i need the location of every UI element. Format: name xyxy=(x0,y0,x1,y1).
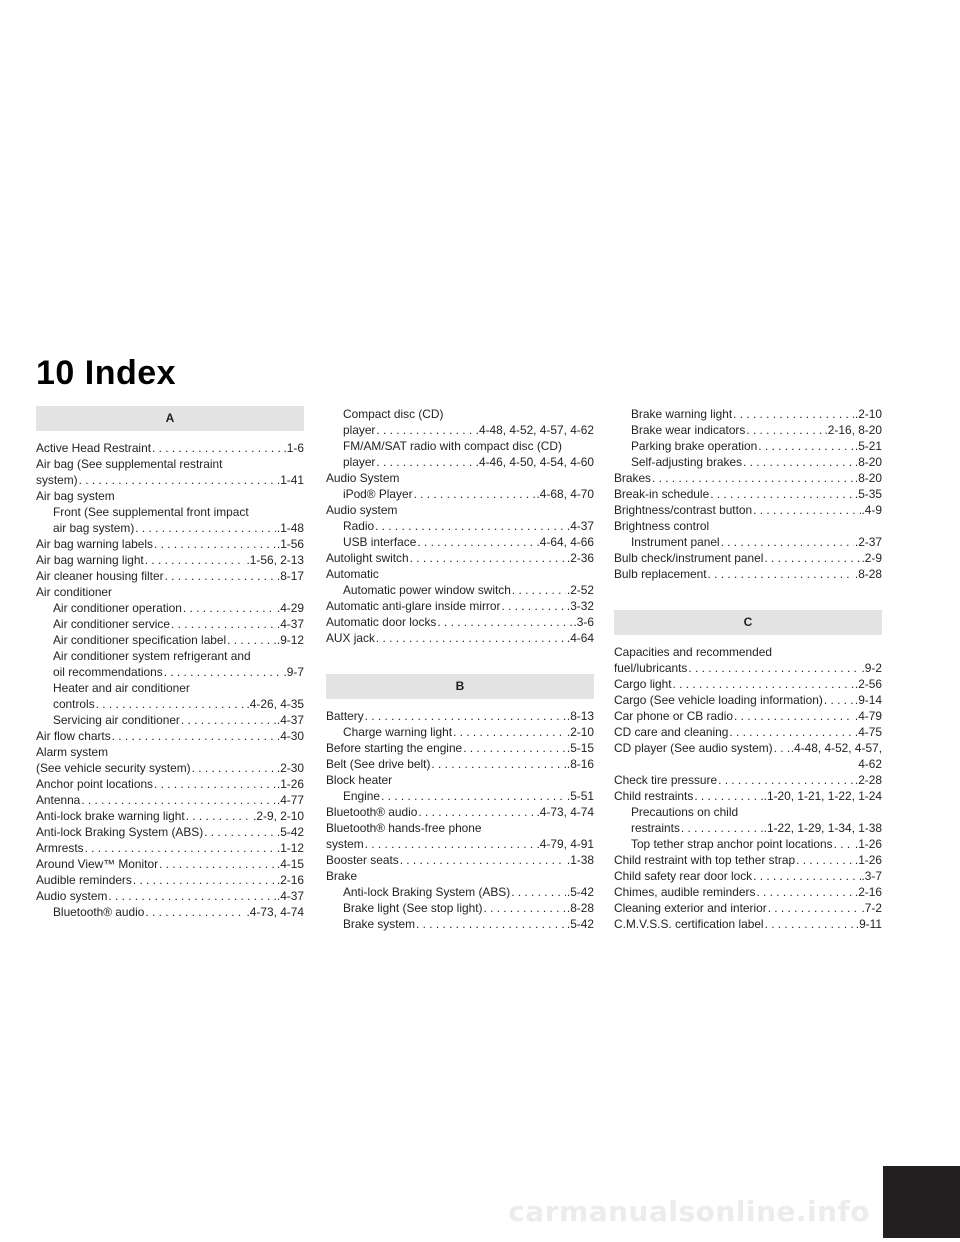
index-entry: Child restraints . . . .1-20, 1-21, 1-22, 1-24 xyxy=(614,788,882,804)
index-entry: Air bag warning light . . . .1-56, 2-13 xyxy=(36,552,304,568)
index-subentry: Servicing air conditioner . . . .4-37 xyxy=(36,712,304,728)
index-entry: Alarm system (See vehicle security system) . . . .2-30 xyxy=(36,744,304,776)
index-entry: Child restraint with top tether strap . . . .1-26 xyxy=(614,852,882,868)
index-entry: Audio system xyxy=(326,503,398,517)
index-subentry: iPod® Player . . . .4-68, 4-70 xyxy=(326,486,594,502)
index-entry: Autolight switch . . . .2-36 xyxy=(326,550,594,566)
index-entry: Child safety rear door lock . . . .3-7 xyxy=(614,868,882,884)
index-column-2 xyxy=(326,406,594,932)
section-header-a: A xyxy=(36,406,304,431)
index-subentry: player . . . .4-48, 4-52, 4-57, 4-62 xyxy=(326,422,594,438)
index-entry: Car phone or CB radio . . . .4-79 xyxy=(614,708,882,724)
index-entry: Air bag warning labels . . . .1-56 xyxy=(36,536,304,552)
index-subentry: Engine . . . .5-51 xyxy=(326,788,594,804)
watermark xyxy=(0,1166,960,1242)
index-entry: Check tire pressure . . . .2-28 xyxy=(614,772,882,788)
index-subentry: Air conditioner specification label . . . .9-12 xyxy=(36,632,304,648)
index-subentry: Automatic power window switch . . . .2-52 xyxy=(326,582,594,598)
index-subentry: Precautions on child restraints . . . .1-22, 1-29, 1-34, 1-38 xyxy=(614,804,882,836)
index-subentry: USB interface . . . .4-64, 4-66 xyxy=(326,534,594,550)
index-entry: Break-in schedule . . . .5-35 xyxy=(614,486,882,502)
index-entry: Cargo light . . . .2-56 xyxy=(614,676,882,692)
index-subentry: Bluetooth® audio . . . .4-73, 4-74 xyxy=(36,904,304,920)
index-entry: Active Head Restraint . . . .1-6 xyxy=(36,440,304,456)
index-entry: Bluetooth® audio . . . .4-73, 4-74 xyxy=(326,804,594,820)
index-entry: Block heater xyxy=(326,773,393,787)
index-entry: system . . . .4-79, 4-91 xyxy=(326,836,594,852)
index-entry: AUX jack . . . .4-64 xyxy=(326,630,594,646)
index-subentry: FM/AM/SAT radio with compact disc (CD) xyxy=(343,439,562,453)
index-entry: Anti-lock Braking System (ABS) . . . .5-42 xyxy=(36,824,304,840)
index-entry: Anti-lock brake warning light . . . .2-9, 2-10 xyxy=(36,808,304,824)
index-entry: Anchor point locations . . . .1-26 xyxy=(36,776,304,792)
index-entry: Automatic xyxy=(326,567,379,581)
section-header-b: B xyxy=(326,674,594,699)
index-entry: CD player (See audio system) . . . .4-48, 4-52, 4-57, 4-62 xyxy=(614,740,882,772)
index-subentry: Instrument panel . . . .2-37 xyxy=(614,534,882,550)
index-entry: Automatic anti-glare inside mirror . . . .3-32 xyxy=(326,598,594,614)
index-entry: Audible reminders . . . .2-16 xyxy=(36,872,304,888)
index-subentry: Front (See supplemental front impact air bag system) . . . .1-48 xyxy=(36,504,304,536)
index-entry: C.M.V.S.S. certification label . . . .9-11 xyxy=(614,916,882,932)
index-entry: Belt (See drive belt) . . . .8-16 xyxy=(326,756,594,772)
index-entry: Brakes . . . .8-20 xyxy=(614,470,882,486)
index-entry: Audio system . . . .4-37 xyxy=(36,888,304,904)
watermark-text: carmanualsonline.info xyxy=(508,1195,870,1228)
index-subentry: Brake light (See stop light) . . . .8-28 xyxy=(326,900,594,916)
index-entry: Antenna . . . .4-77 xyxy=(36,792,304,808)
index-entry: Air bag (See supplemental restraint system) . . . .1-41 xyxy=(36,456,304,488)
index-entry: Automatic door locks . . . .3-6 xyxy=(326,614,594,630)
index-entry: Audio System xyxy=(326,471,400,485)
index-entry: Bulb check/instrument panel . . . .2-9 xyxy=(614,550,882,566)
index-entry: Before starting the engine . . . .5-15 xyxy=(326,740,594,756)
index-entry: Bulb replacement . . . .8-28 xyxy=(614,566,882,582)
index-entry: Cleaning exterior and interior . . . .7-2 xyxy=(614,900,882,916)
index-subentry: Self-adjusting brakes . . . .8-20 xyxy=(614,454,882,470)
index-entry: Brightness/contrast button . . . .4-9 xyxy=(614,502,882,518)
index-entry: Battery . . . .8-13 xyxy=(326,708,594,724)
index-entry: Around View™ Monitor . . . .4-15 xyxy=(36,856,304,872)
index-subentry: Brake warning light . . . .2-10 xyxy=(614,406,882,422)
index-subentry: Charge warning light . . . .2-10 xyxy=(326,724,594,740)
index-entry: Air cleaner housing filter . . . .8-17 xyxy=(36,568,304,584)
index-subentry: Anti-lock Braking System (ABS) . . . .5-42 xyxy=(326,884,594,900)
index-entry: Cargo (See vehicle loading information) . . . .9-14 xyxy=(614,692,882,708)
index-subentry: Compact disc (CD) xyxy=(343,407,444,421)
index-entry: Armrests . . . .1-12 xyxy=(36,840,304,856)
page-title: 10 Index xyxy=(36,354,177,392)
index-subentry: Air conditioner system refrigerant and oil recommendations . . . .9-7 xyxy=(36,648,304,680)
index-column-1 xyxy=(36,406,304,920)
index-entry: Air flow charts . . . .4-30 xyxy=(36,728,304,744)
index-entry: Capacities and recommended fuel/lubricants . . . .9-2 xyxy=(614,644,882,676)
index-entry: Booster seats . . . .1-38 xyxy=(326,852,594,868)
index-subentry: Brake wear indicators . . . .2-16, 8-20 xyxy=(614,422,882,438)
index-subentry: Air conditioner service . . . .4-37 xyxy=(36,616,304,632)
index-subentry: Parking brake operation . . . .5-21 xyxy=(614,438,882,454)
index-subentry: Air conditioner operation . . . .4-29 xyxy=(36,600,304,616)
index-subentry: Heater and air conditioner controls . . . .4-26, 4-35 xyxy=(36,680,304,712)
index-entry: Brightness control xyxy=(614,519,710,533)
index-subentry: Brake system . . . .5-42 xyxy=(326,916,594,932)
index-subentry: Top tether strap anchor point locations . . . .1-26 xyxy=(614,836,882,852)
index-subentry: Radio . . . .4-37 xyxy=(326,518,594,534)
index-entry: Bluetooth® hands-free phone xyxy=(326,821,482,835)
index-entry: Air bag system xyxy=(36,489,115,503)
index-column-3 xyxy=(614,406,882,932)
index-entry: CD care and cleaning . . . .4-75 xyxy=(614,724,882,740)
index-entry: Chimes, audible reminders . . . .2-16 xyxy=(614,884,882,900)
index-subentry: player . . . .4-46, 4-50, 4-54, 4-60 xyxy=(326,454,594,470)
index-entry: Brake xyxy=(326,869,358,883)
section-header-c: C xyxy=(614,610,882,635)
index-entry: Air conditioner xyxy=(36,585,113,599)
